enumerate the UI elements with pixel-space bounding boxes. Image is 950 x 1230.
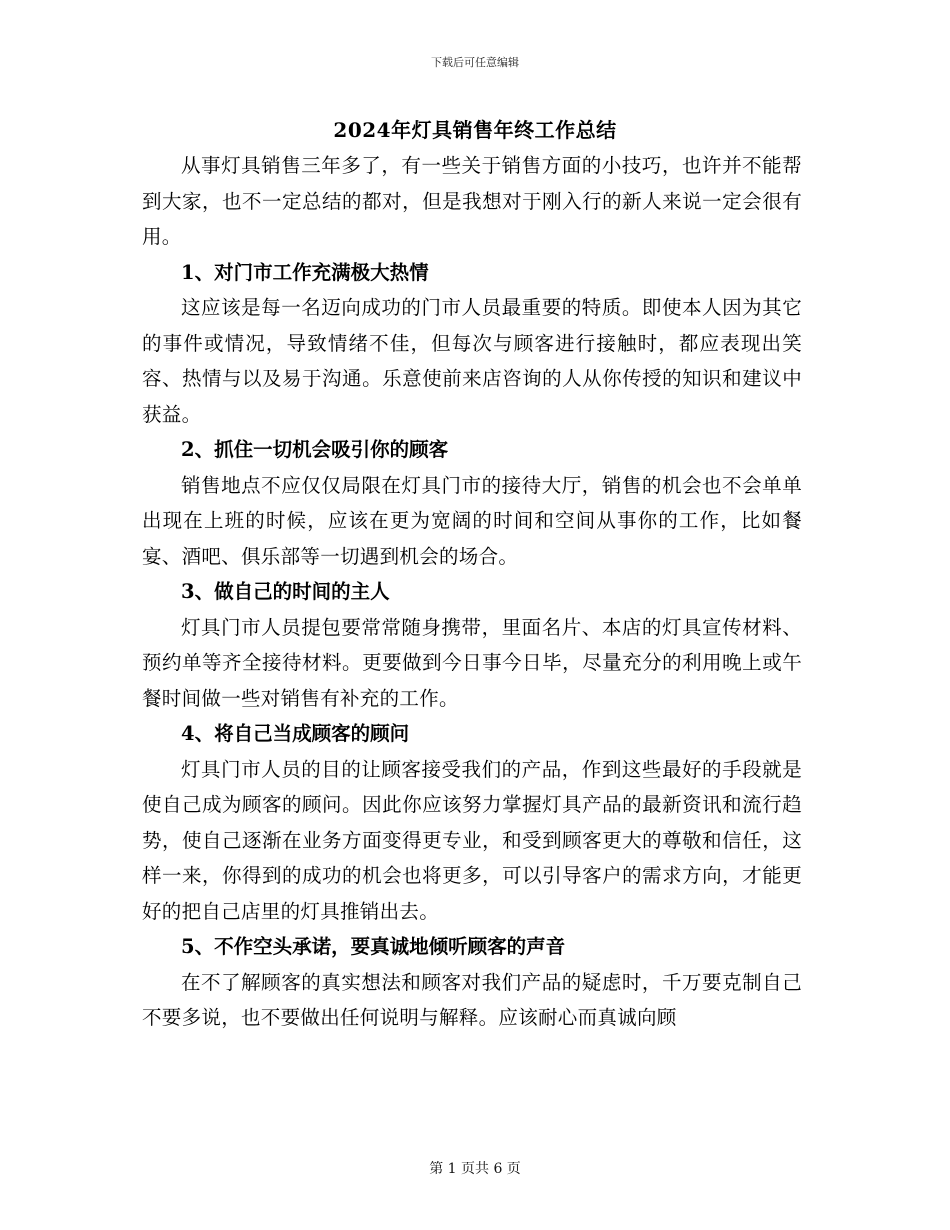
section-3-paragraph: 灯具门市人员提包要常常随身携带，里面名片、本店的灯具宣传材料、预约单等齐全接待材料。更要做到今日事今日毕，尽量充分的利用晚上或午餐时间做一些对销售有补充的工作。 [142,615,802,710]
section-2-heading: 2、抓住一切机会吸引你的顾客 [181,438,449,461]
section-1-heading: 1、对门市工作充满极大热情 [181,260,429,284]
section-4-paragraph: 灯具门市人员的目的让顾客接受我们的产品，作到这些最好的手段就是使自己成为顾客的顾问。因此你应该努力掌握灯具产品的最新资讯和流行趋势，使自己逐渐在业务方面变得更专业，和受到顾客更大的尊敬和信任，这样一来，你得到的成功的机会也将更多，可以引导客户的需求方向，才能更好的把自己店里的灯具推销出去。 [142,757,802,923]
section-5-heading: 5、不作空头承诺，要真诚地倾听顾客的声音 [181,935,566,958]
section-2-paragraph: 销售地点不应仅仅局限在灯具门市的接待大厅，销售的机会也不会单单出现在上班的时候，应该在更为宽阔的时间和空间从事你的工作，比如餐宴、酒吧、俱乐部等一切遇到机会的场合。 [142,473,802,568]
document-title: 2024年灯具销售年终工作总结 [333,118,617,142]
section-4-heading: 4、将自己当成顾客的顾问 [181,722,410,745]
page-number: 第 1 页共 6 页 [429,1161,521,1177]
section-3-heading: 3、做自己的时间的主人 [181,580,390,603]
section-1-paragraph: 这应该是每一名迈向成功的门市人员最重要的特质。即使本人因为其它的事件或情况，导致情绪不佳，但每次与顾客进行接触时，都应表现出笑容、热情与以及易于沟通。乐意使前来店咨询的人从你传授的知识和建议中获益。 [142,296,802,426]
intro-paragraph: 从事灯具销售三年多了，有一些关于销售方面的小技巧，也许并不能帮到大家，也不一定总结的都对，但是我想对于刚入行的新人来说一定会很有用。 [142,154,802,248]
page-header-note: 下载后可任意编辑 [431,56,519,69]
section-5-paragraph: 在不了解顾客的真实想法和顾客对我们产品的疑虑时，千万要克制自己不要多说，也不要做出任何说明与解释。应该耐心而真诚向顾 [142,970,802,1029]
document-body [142,148,802,1036]
